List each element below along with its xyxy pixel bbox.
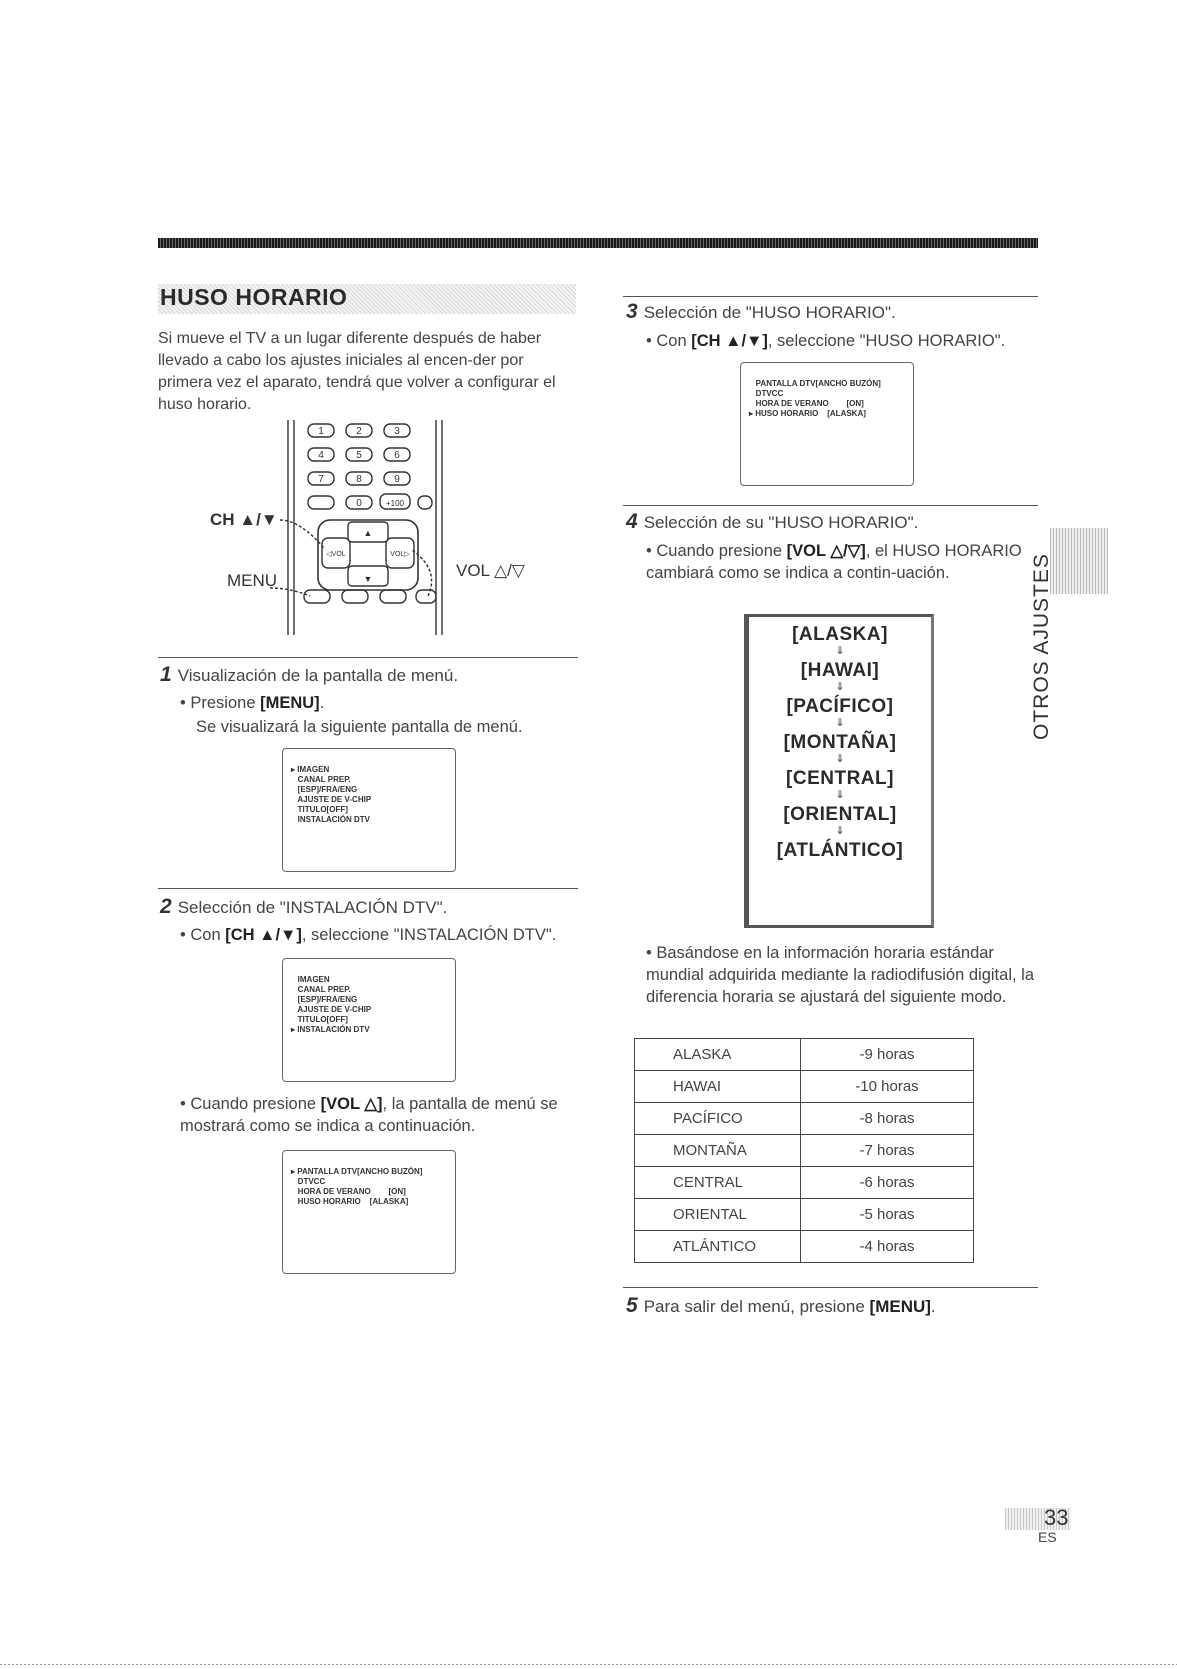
vol-label: VOL △/▽ [456, 561, 525, 580]
key-7: 7 [318, 474, 324, 485]
key-5: 5 [356, 450, 362, 461]
step-4-title: 4 Selección de su "HUSO HORARIO". [626, 510, 919, 533]
divider [623, 296, 1038, 297]
table-row: CENTRAL -6 horas [635, 1167, 974, 1199]
zone-montana: [MONTAÑA] [783, 732, 897, 753]
remote-control-icon [200, 420, 580, 640]
section-title: HUSO HORARIO [160, 284, 348, 310]
side-tab-label: OTROS AJUSTES [1030, 553, 1053, 740]
key-3: 3 [394, 426, 400, 437]
table-row: ATLÁNTICO -4 horas [635, 1231, 974, 1263]
arrow-down-icon: ⇓ [835, 825, 845, 837]
menu-screen-4 [740, 362, 914, 486]
table-row: PACÍFICO -8 horas [635, 1103, 974, 1135]
zone-hawai: [HAWAI] [800, 660, 880, 681]
key-9: 9 [394, 474, 400, 485]
key-2: 2 [356, 426, 362, 437]
timezone-table [634, 1038, 974, 1263]
step-2-bullet: • Con [CH ▲/▼], seleccione "INSTALACIÓN DTV". [180, 926, 557, 944]
key-0: 0 [356, 498, 362, 509]
menu-1-lines: ▸ IMAGEN CANAL PREP. [ESP]/FRA/ENG AJUSTE DE V-CHIP TITULO[OFF] INSTALACIÓN DTV [291, 765, 372, 824]
key-6: 6 [394, 450, 400, 461]
zone-atlantico: [ATLÁNTICO] [776, 840, 904, 861]
table-row: HAWAI -10 horas [635, 1071, 974, 1103]
svg-text:VOL▷: VOL▷ [390, 551, 410, 558]
step-1-note: Se visualizará la siguiente pantalla de menú. [196, 718, 523, 736]
svg-text:▲: ▲ [363, 528, 373, 538]
table-row: ORIENTAL -5 horas [635, 1199, 974, 1231]
menu-label: MENU [227, 571, 278, 590]
arrow-down-icon: ⇓ [835, 645, 845, 657]
step-3-title: 3 Selección de "HUSO HORARIO". [626, 300, 896, 323]
svg-text:◁VOL: ◁VOL [326, 551, 346, 558]
zone-alaska: [ALASKA] [792, 624, 888, 645]
arrow-down-icon: ⇓ [835, 681, 845, 693]
menu-screen-1 [282, 748, 456, 872]
step-4-bullet-2: • Basándose en la información horaria estándar mundial adquirida mediante la radiodifusión digital, la diferencia horaria se ajustará del siguiente modo. [646, 944, 1034, 1006]
step-3-bullet: • Con [CH ▲/▼], seleccione "HUSO HORARIO". [646, 332, 1006, 350]
arrow-down-icon: ⇓ [835, 753, 845, 765]
step-2-bullet-2: • Cuando presione [VOL △], la pantalla de menú se mostrará como se indica a continuación. [180, 1095, 558, 1135]
table-row: MONTAÑA -7 horas [635, 1135, 974, 1167]
page-language: ES [1038, 1529, 1057, 1545]
bottom-edge [0, 1664, 1177, 1665]
divider [623, 1287, 1038, 1288]
menu-4-lines: PANTALLA DTV[ANCHO BUZÓN] DTVCC HORA DE VERANO [ON] ▸ HUSO HORARIO [ALASKA] [749, 379, 881, 418]
page-number: 33 [1044, 1505, 1069, 1530]
menu-screen-2 [282, 958, 456, 1082]
menu-2-lines: IMAGEN CANAL PREP. [ESP]/FRA/ENG AJUSTE DE V-CHIP TITULO[OFF] ▸ INSTALACIÓN DTV [291, 975, 372, 1034]
side-tab-marker [1050, 528, 1108, 594]
key-8: 8 [356, 474, 362, 485]
step-2-title: 2 Selección de "INSTALACIÓN DTV". [160, 895, 448, 918]
zone-central: [CENTRAL] [786, 768, 894, 789]
arrow-down-icon: ⇓ [835, 789, 845, 801]
divider [158, 888, 578, 889]
step-1-title: 1 Visualización de la pantalla de menú. [160, 663, 459, 686]
zone-cycle-list [750, 624, 930, 862]
key-1: 1 [318, 426, 324, 437]
remote-illustration [200, 420, 580, 640]
header-bar [158, 238, 1038, 248]
key-plus100: +100 [385, 499, 405, 508]
svg-text:▼: ▼ [363, 574, 373, 584]
arrow-down-icon: ⇓ [835, 717, 845, 729]
step-4-bullet: • Cuando presione [VOL △/▽], el HUSO HORARIO cambiará como se indica a contin-uación. [646, 542, 1022, 582]
zone-pacifico: [PACÍFICO] [786, 696, 894, 717]
table-row: ALASKA -9 horas [635, 1039, 974, 1071]
step-5-title: 5 Para salir del menú, presione [MENU]. [626, 1294, 936, 1317]
key-4: 4 [318, 450, 324, 461]
intro-paragraph: Si mueve el TV a un lugar diferente después de haber llevado a cabo los ajustes iniciales al encen-der por primera vez el aparato, tendrá que volver a configurar el huso horario. [158, 330, 556, 413]
menu-screen-3 [282, 1150, 456, 1274]
zone-oriental: [ORIENTAL] [783, 804, 897, 825]
ch-label: CH ▲/▼ [210, 510, 278, 529]
divider [623, 505, 1038, 506]
menu-3-lines: ▸ PANTALLA DTV[ANCHO BUZÓN] DTVCC HORA DE VERANO [ON] HUSO HORARIO [ALASKA] [291, 1167, 423, 1206]
step-1-bullet: • Presione [MENU]. [180, 694, 325, 712]
divider [158, 657, 578, 658]
